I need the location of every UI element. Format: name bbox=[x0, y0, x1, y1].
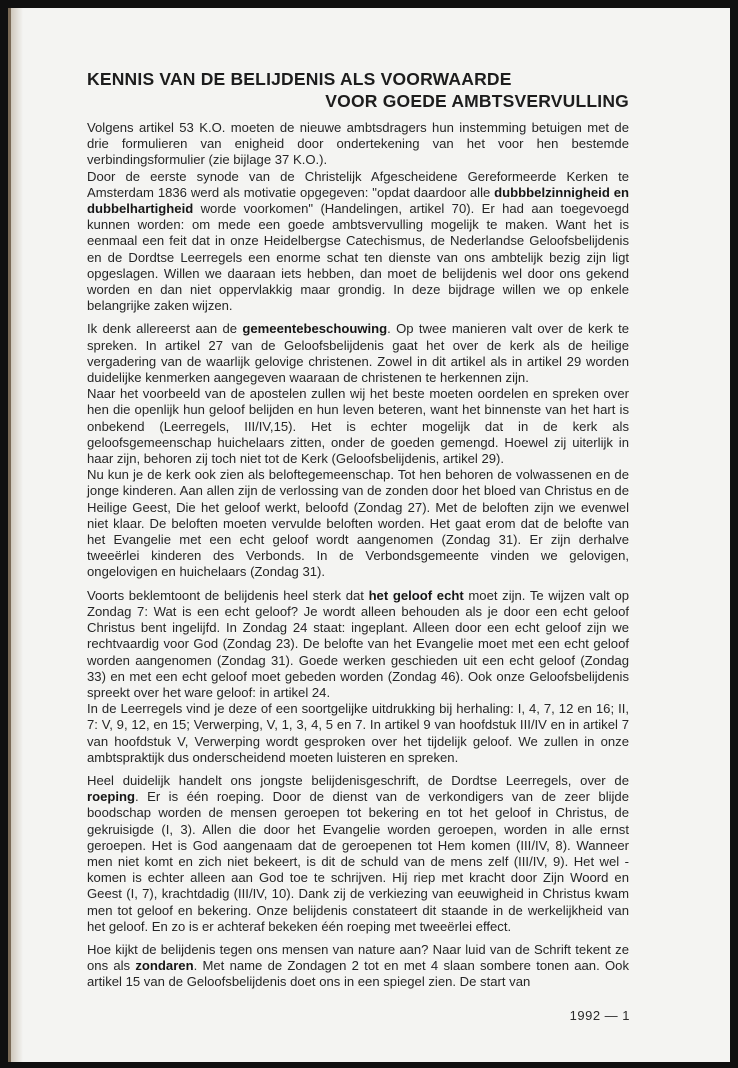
article-title-line-2: VOOR GOEDE AMBTSVERVULLING bbox=[325, 91, 629, 111]
paragraph-apostelen: Naar het voorbeeld van de apostelen zullen wij het beste moeten oordelen en spreken over hen die openlijk hun geloof belijden en hun leven beteren, want het binnenste van het hart is onbekend (Leerregels, III/IV,15). Het is echter mogelijk dat in de kerk als geloofsgemeenschap huichelaars zitten, onder de goeden gemengd. Hoewel zij uiterlijk in haar zijn, behoren zij toch niet tot de Kerk (Geloofsbelijdenis, artikel 29). bbox=[87, 386, 629, 467]
document-page bbox=[8, 8, 730, 1062]
emphasis-roeping: roeping bbox=[87, 789, 136, 805]
article-body bbox=[87, 68, 629, 991]
page-number: 1992 — 1 bbox=[569, 1008, 630, 1023]
paragraph-zondaren: Hoe kijkt de belijdenis tegen ons mensen van nature aan? Naar luid van de Schrift tekent ze ons als zondaren. Met name de Zondagen 2 tot en met 4 slaan sombere tonen aan. Ook artikel 15 van de Geloofsbelijdenis doet ons in een spiegel zien. De start van bbox=[87, 941, 629, 990]
paragraph-leerregels: In de Leerregels vind je deze of een soortgelijke uitdrukking bij herhaling: I, 4, 7, 12 en 16; II, 7: V, 9, 12, en 15; Verwerping, V, 1, 3, 4, 5 en 7. In artikel 9 van hoofdstuk III/IV en in artikel 7 van hoofdstuk V, Verwerping wordt gesproken over het tijdelijk geloof. We zullen in onze ambtspraktijk dus onderscheidend moeten luisteren en spreken. bbox=[87, 701, 629, 765]
emphasis-geloof-echt: het geloof echt bbox=[368, 587, 464, 603]
paragraph-intro: Volgens artikel 53 K.O. moeten de nieuwe ambtsdragers hun instemming betuigen met de drie formulieren van enigheid door ondertekening van het voor hen bestemde verbindingsformulier (zie bijlage 37 K.O.). bbox=[87, 120, 629, 168]
paragraph-roeping: Heel duidelijk handelt ons jongste belijdenisgeschrift, de Dordtse Leerregels, over de roeping. Er is één roeping. Door de dienst van de verkondigers van de zeer blijde boodschap worden de mensen geroepen tot bekering en tot het geloof in Christus, de gekruisigde (I, 3). Allen die door het Evangelie worden geroepen, worden in alle ernst geroepen. Het is God aangenaam dat de geroepenen tot Hem komen (III/IV, 8). Wanneer men niet komt en zich niet bekeert, is dit de schuld van de mens zelf (III/IV, 9). Het wel - komen is echter alleen aan God toe te schrijven. Hij riep met kracht door Zijn Woord en Geest (I, 7), krachtdadig (III/IV, 10). Dank zij de verkiezing van eeuwigheid in Christus kwam men tot geloof en bekering. Onze belijdenis constateert dit staande in de werkelijkheid van het geloof. En zo is er achteraf bekeken één roeping met tweeërlei effect. bbox=[87, 772, 629, 934]
paragraph-beloftegemeenschap: Nu kun je de kerk ook zien als beloftegemeenschap. Tot hen behoren de volwassenen en de jonge kinderen. Aan allen zijn de verlossing van de zonden door het bloed van Christus en de Heilige Geest, Die het geloof werkt, beloofd (Zondag 27). Met de beloften zijn we evenwel niet klaar. De beloften moeten vervulde beloften worden. Het gaat erom dat de belofte van het Evangelie met een echt geloof wordt aangenomen (Zondag 31). Er zijn derhalve tweeërlei kinderen des Verbonds. In de Verbondsgemeente vinden we gelovigen, ongelovigen en huichelaars (Zondag 31). bbox=[87, 467, 629, 580]
emphasis-dubbelzinnigheid: dubbbelzinnigheid en dubbelhartigheid bbox=[87, 184, 629, 217]
paragraph-gemeentebeschouwing: Ik denk allereerst aan de gemeentebeschouwing. Op twee manieren valt over de kerk te spreken. In artikel 27 van de Geloofsbelijdenis gaat het over de kerk als de heilige vergadering van de waarlijk gelovige christenen. Zowel in dit artikel als in artikel 29 worden duidelijke kenmerken aangegeven waaraan de christenen te herkennen zijn. bbox=[87, 321, 629, 386]
emphasis-zondaren: zondaren bbox=[135, 958, 194, 974]
article-title-line-1: KENNIS VAN DE BELIJDENIS ALS VOORWAARDE bbox=[87, 69, 512, 89]
paragraph-synode: Door de eerste synode van de Christelijk Afgescheidene Gereformeerde Kerken te Amsterdam 1836 werd als motivatie opgegeven: "opdat daardoor alle dubbbelzinnigheid en dubbelhartigheid worde voorkomen" (Handelingen, artikel 70). Er had aan toegevoegd kunnen worden: om mede een goede ambtsvervulling mogelijk te maken. Want het is eenmaal een feit dat in onze Heidelbergse Catechismus, de Nederlandse Geloofsbelijdenis en de Dordtse Leerregels een enorme schat ten dienste van ons ambtelijk bezig zijn ligt opgeslagen. Willen we daaraan iets hebben, dan moet de belijdenis wel door ons gekend worden en dan niet oppervlakkig maar grondig. In deze bijdrage willen we op enkele belangrijke zaken wijzen. bbox=[87, 168, 629, 314]
emphasis-gemeentebeschouwing: gemeentebeschouwing bbox=[242, 321, 388, 337]
paragraph-geloof-echt: Voorts beklemtoont de belijdenis heel sterk dat het geloof echt moet zijn. Te wijzen valt op Zondag 7: Wat is een echt geloof? Je wordt alleen behouden als je door een echt geloof Christus bent ingelijfd. In Zondag 24 staat: ingeplant. Alleen door een echt geloof zijn we rechtvaardig voor God (Zondag 23). De belofte van het Evangelie moet met een echt geloof worden aangenomen (Zondag 31). Goede werken geschieden uit een echt geloof (Zondag 33) en met een echt geloof moet gebeden worden (Zondag 46). Ook onze Geloofsbelijdenis spreekt over het ware geloof: in artikel 24. bbox=[87, 587, 630, 700]
